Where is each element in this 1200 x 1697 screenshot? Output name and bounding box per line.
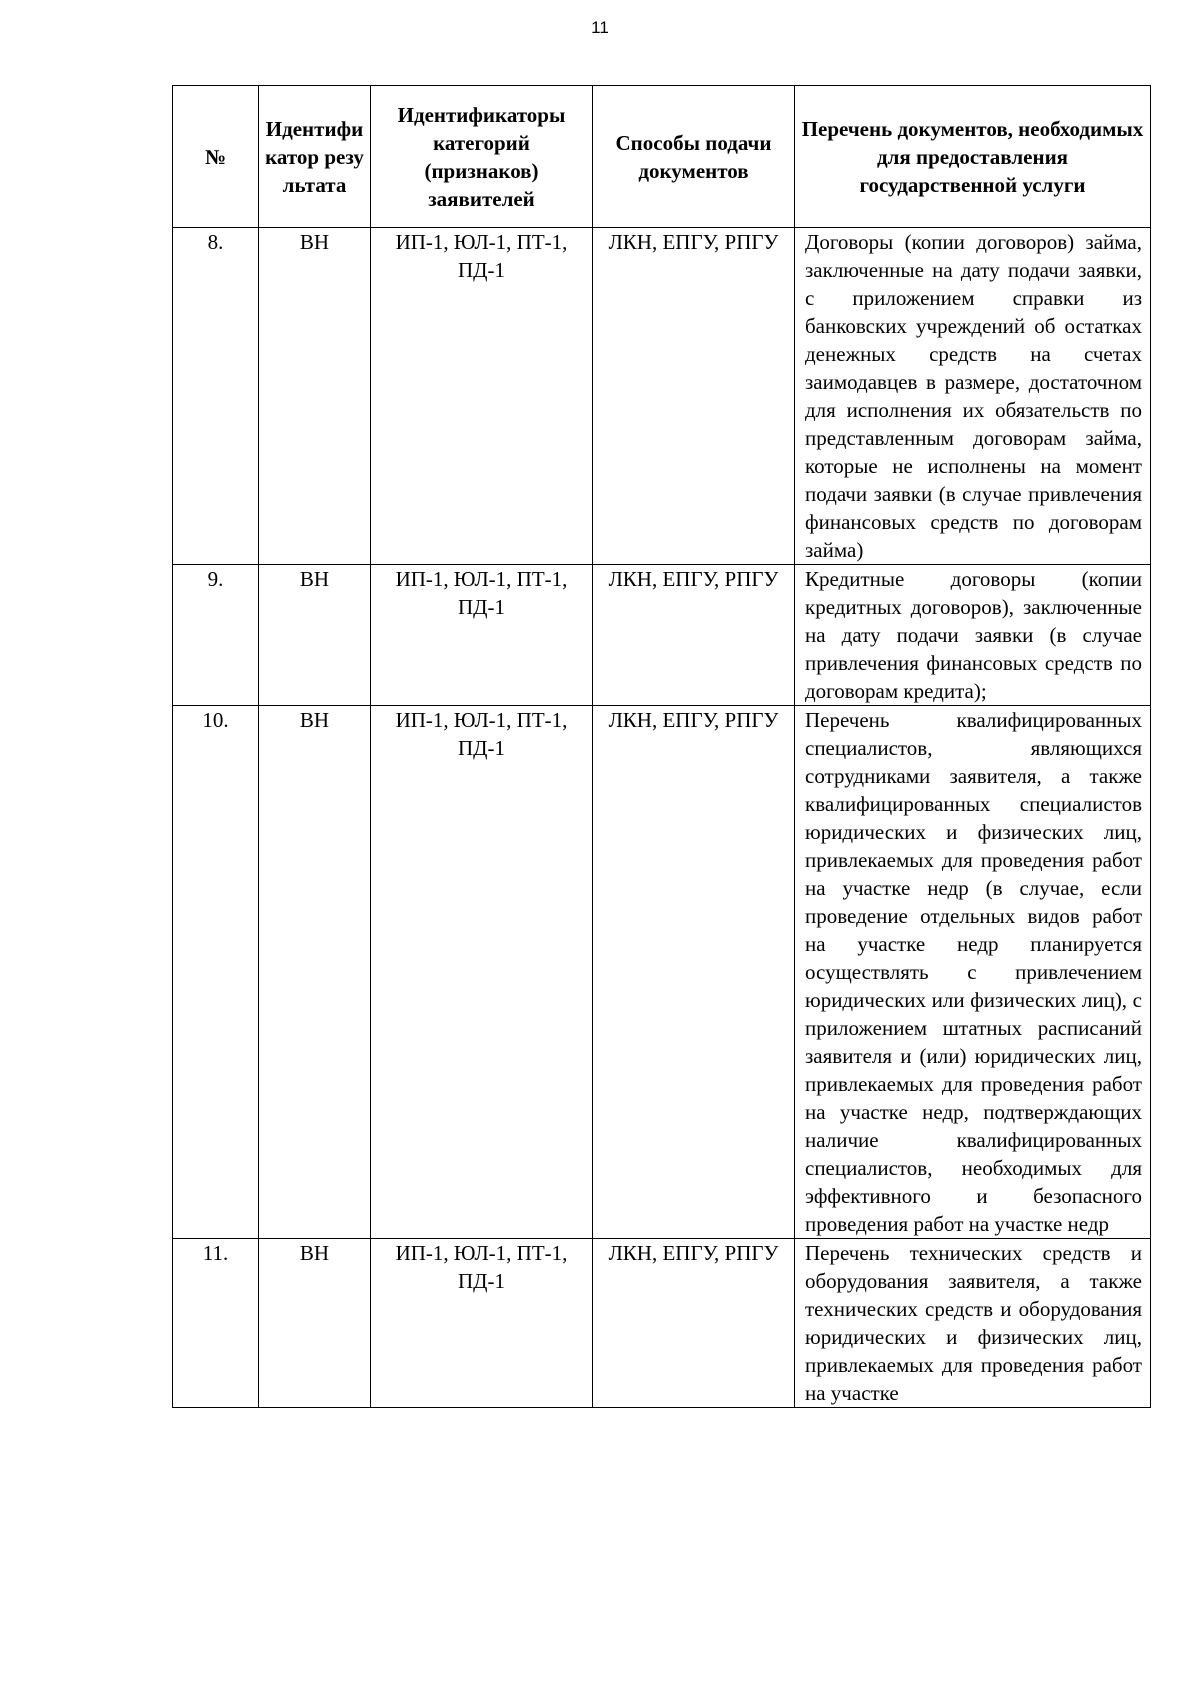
row-num: 10.	[173, 706, 259, 1239]
table-row	[173, 565, 1151, 706]
row-documents: Перечень технических средств и оборудования заявителя, а также технических средств и оборудования юридических и физических лиц, привлекаемых для проведения работ на участке	[795, 1239, 1151, 1408]
row-result-id: ВН	[259, 706, 371, 1239]
header-category-ids: Идентификаторы категорий (признаков) заявителей	[371, 86, 593, 228]
row-category-ids: ИП-1, ЮЛ-1, ПТ-1, ПД-1	[371, 228, 593, 565]
row-result-id: ВН	[259, 565, 371, 706]
table-header	[173, 86, 1151, 228]
row-category-ids: ИП-1, ЮЛ-1, ПТ-1, ПД-1	[371, 706, 593, 1239]
row-num: 8.	[173, 228, 259, 565]
table-row	[173, 228, 1151, 565]
row-num: 9.	[173, 565, 259, 706]
documents-table	[172, 85, 1151, 1408]
row-category-ids: ИП-1, ЮЛ-1, ПТ-1, ПД-1	[371, 565, 593, 706]
header-result-id: Идентификатор результата	[259, 86, 371, 228]
header-num: №	[173, 86, 259, 228]
row-methods: ЛКН, ЕПГУ, РПГУ	[593, 1239, 795, 1408]
row-methods: ЛКН, ЕПГУ, РПГУ	[593, 565, 795, 706]
row-documents: Перечень квалифицированных специалистов, являющихся сотрудниками заявителя, а также квалифицированных специалистов юридических и физических лиц, привлекаемых для проведения работ на участке недр (в случае, если проведение отдельных видов работ на участке недр планируется осуществлять с привлечением юридических или физических лиц), с приложением штатных расписаний заявителя и (или) юридических лиц, привлекаемых для проведения работ на участке недр, подтверждающих наличие квалифицированных специалистов, необходимых для эффективного и безопасного проведения работ на участке недр	[795, 706, 1151, 1239]
page-number: 11	[591, 18, 609, 37]
row-result-id: ВН	[259, 228, 371, 565]
row-num: 11.	[173, 1239, 259, 1408]
row-documents: Кредитные договоры (копии кредитных договоров), заключенные на дату подачи заявки (в случае привлечения финансовых средств по договорам кредита);	[795, 565, 1151, 706]
table-row	[173, 1239, 1151, 1408]
row-methods: ЛКН, ЕПГУ, РПГУ	[593, 228, 795, 565]
table-body	[173, 228, 1151, 1408]
table-row	[173, 706, 1151, 1239]
header-methods: Способы подачи документов	[593, 86, 795, 228]
row-result-id: ВН	[259, 1239, 371, 1408]
row-methods: ЛКН, ЕПГУ, РПГУ	[593, 706, 795, 1239]
header-documents: Перечень документов, необходимых для предоставления государственной услуги	[795, 86, 1151, 228]
header-row	[173, 86, 1151, 228]
row-category-ids: ИП-1, ЮЛ-1, ПТ-1, ПД-1	[371, 1239, 593, 1408]
row-documents: Договоры (копии договоров) займа, заключенные на дату подачи заявки, с приложением справки из банковских учреждений об остатках денежных средств на счетах заимодавцев в размере, достаточном для исполнения их обязательств по представленным договорам займа, которые не исполнены на момент подачи заявки (в случае привлечения финансовых средств по договорам займа)	[795, 228, 1151, 565]
